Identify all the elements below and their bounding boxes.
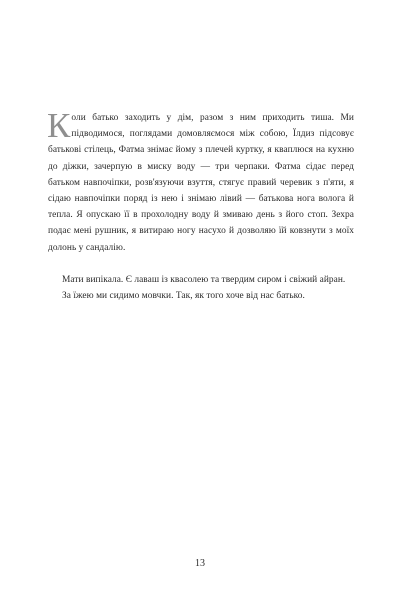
paragraph-2: Мати випікала. Є лаваш із квасолею та твердим сиром і свіжий айран. bbox=[62, 275, 346, 286]
body-text bbox=[47, 106, 354, 304]
drop-cap: К bbox=[47, 106, 71, 145]
paragraph-1-text: оли батько заходить у дім, разом з ним приходить тиша. Ми підводимося, поглядами домовляємося між собою, Їлдиз підсовує батькові стілець, Фатма знімає йому з плечей куртку, я кваплюся на кухню до діжки, зачерпую в миску воду — три черпаки. Фатма сідає перед батьком навпочіпки, розв'язуючи взуття, стягує правий черевик з п'яти, я сідаю навпочіпки поряд із нею і знімаю лівий — батькова нога волога й тепла. Я опускаю її в прохолодну воду й змиваю день з його стоп. Зехра подає мені рушник, я витираю ногу насухо й дозволяю їй ковзнути з моїх долонь у сандалію. bbox=[48, 113, 354, 253]
paragraph-spacer bbox=[48, 256, 354, 272]
page-number: 13 bbox=[195, 558, 205, 569]
paragraph-1 bbox=[47, 106, 354, 256]
paragraph-3: За їжею ми сидимо мовчки. Так, як того хоче від нас батько. bbox=[62, 291, 305, 302]
